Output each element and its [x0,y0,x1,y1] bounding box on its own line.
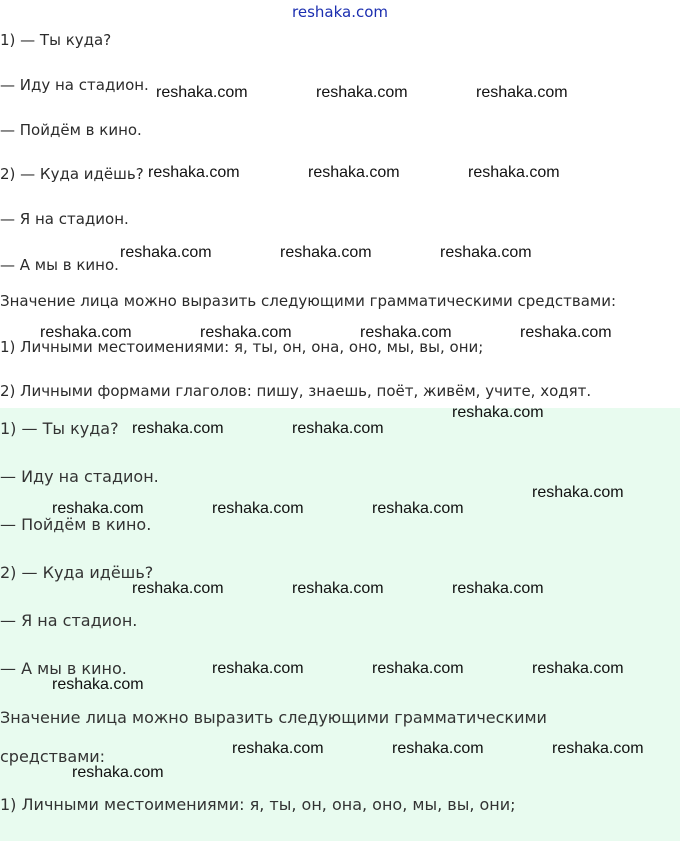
watermark: reshaka.com [156,84,248,101]
watermark: reshaka.com [232,740,324,757]
top-line-1: 1) — Ты куда? [0,31,112,49]
top-line-4: 2) — Куда идёшь? [0,165,144,183]
top-line-8: 1) Личными местоимениями: я, ты, он, она, оно, мы, вы, они; [0,338,484,356]
watermark: reshaka.com [452,404,544,421]
watermark: reshaka.com [392,740,484,757]
watermark: reshaka.com [520,324,612,341]
bottom-line-3: — Пойдём в кино. [0,515,152,534]
watermark: reshaka.com [308,164,400,181]
watermark: reshaka.com [532,660,624,677]
top-line-9: 2) Личными формами глаголов: пишу, знаешь, поёт, живём, учите, ходят. [0,382,592,400]
watermark: reshaka.com [148,164,240,181]
bottom-line-6: — А мы в кино. [0,659,127,678]
top-line-7: Значение лица можно выразить следующими грамматическими средствами: [0,292,617,310]
bottom-line-1: 1) — Ты куда? [0,419,119,438]
watermark: reshaka.com [52,500,144,517]
watermark: reshaka.com [476,84,568,101]
watermark: reshaka.com [280,244,372,261]
watermark: reshaka.com [132,420,224,437]
watermark: reshaka.com [72,764,164,781]
bottom-line-2: — Иду на стадион. [0,467,159,486]
watermark: reshaka.com [532,484,624,501]
site-title[interactable]: reshaka.com [292,3,388,21]
watermark: reshaka.com [372,500,464,517]
watermark: reshaka.com [200,324,292,341]
watermark: reshaka.com [212,660,304,677]
watermark: reshaka.com [40,324,132,341]
watermark: reshaka.com [468,164,560,181]
watermark: reshaka.com [360,324,452,341]
watermark: reshaka.com [120,244,212,261]
watermark: reshaka.com [552,740,644,757]
top-line-3: — Пойдём в кино. [0,121,142,139]
top-line-6: — А мы в кино. [0,256,119,274]
watermark: reshaka.com [292,580,384,597]
top-line-2: — Иду на стадион. [0,76,149,94]
watermark: reshaka.com [52,676,144,693]
bottom-line-9: 1) Личными местоимениями: я, ты, он, она, оно, мы, вы, они; [0,795,516,814]
top-line-5: — Я на стадион. [0,210,129,228]
watermark: reshaka.com [212,500,304,517]
watermark: reshaka.com [132,580,224,597]
watermark: reshaka.com [292,420,384,437]
watermark: reshaka.com [440,244,532,261]
watermark: reshaka.com [372,660,464,677]
bottom-line-4: 2) — Куда идёшь? [0,563,154,582]
watermark: reshaka.com [452,580,544,597]
bottom-line-8: средствами: [0,747,106,766]
watermark: reshaka.com [316,84,408,101]
bottom-line-7: Значение лица можно выразить следующими грамматическими [0,708,547,727]
bottom-line-5: — Я на стадион. [0,611,138,630]
